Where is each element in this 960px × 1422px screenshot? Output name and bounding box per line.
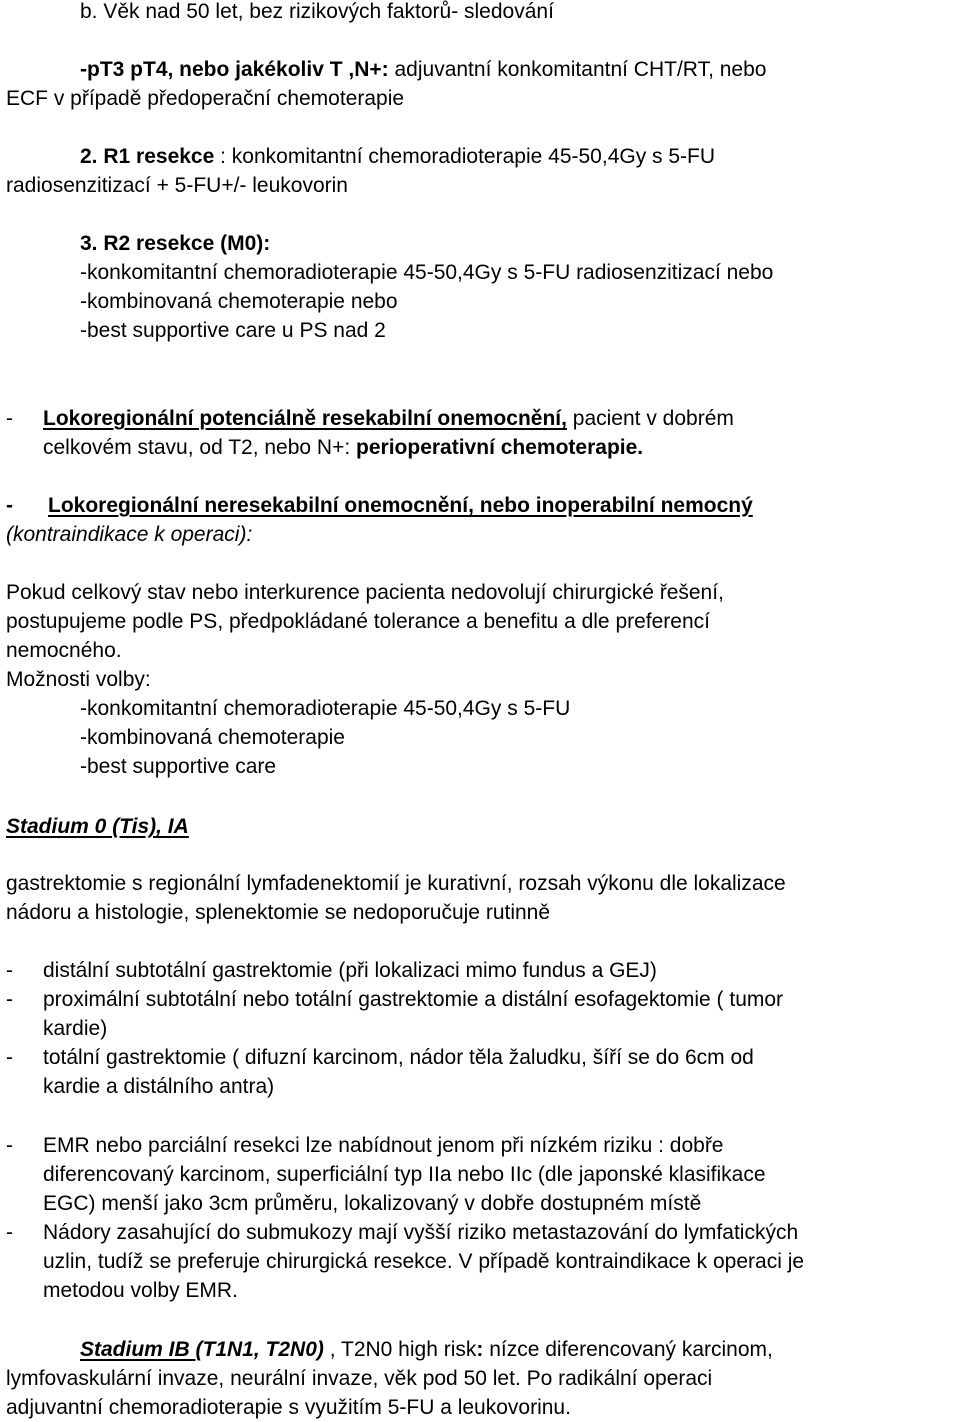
bullet-line: EGC) menší jako 3cm průměru, lokalizovaný v dobře dostupném místě (43, 1192, 702, 1215)
bullet-dash: - (6, 1221, 13, 1244)
potential-text: pacient v dobrém (566, 407, 734, 430)
bullet-line: Nádory zasahující do submukozy mají vyšší riziko metastazování do lymfatických (43, 1221, 799, 1244)
stage-ib-text-a: , T2N0 high risk (323, 1338, 477, 1361)
bullet-line: uzlin, tudíž se preferuje chirurgická resekce. V případě kontraindikace k operaci je (43, 1250, 805, 1273)
r2-item: -konkomitantní chemoradioterapie 45-50,4Gy s 5-FU radiosenzitizací nebo (80, 261, 774, 284)
options-label: Možnosti volby: (6, 668, 151, 691)
unresectable-paragraph-line: Pokud celkový stav nebo interkurence pacienta nedovolují chirurgické řešení, (6, 581, 724, 604)
pt3-line2: ECF v případě předoperační chemoterapie (6, 87, 405, 110)
potential-line (43, 404, 734, 433)
stage-ib-heading-suffix: (T1N1, T2N0) (195, 1338, 324, 1361)
pt3-text: adjuvantní konkomitantní CHT/RT, nebo (388, 58, 767, 81)
stage-ib-line (80, 1335, 773, 1364)
stage-0-heading: Stadium 0 (Tis), IA (6, 815, 189, 838)
section-b-line: b. Věk nad 50 let, bez rizikových faktorů- sledování (80, 0, 554, 23)
bullet-dash: - (6, 1046, 13, 1069)
stage-0-paragraph-line: gastrektomie s regionální lymfadenektomií je kurativní, rozsah výkonu dle lokalizace (6, 872, 786, 895)
bullet-line: proximální subtotální nebo totální gastrektomie a distální esofagektomie ( tumor (43, 988, 784, 1011)
r1-line2: radiosenzitizací + 5-FU+/- leukovorin (6, 174, 348, 197)
unresectable-dash: - (6, 494, 13, 517)
unresectable-heading: Lokoregionální neresekabilní onemocnění, nebo inoperabilní nemocný (48, 494, 753, 517)
unresectable-paragraph-line: postupujeme podle PS, předpokládané tolerance a benefitu a dle preferencí (6, 610, 710, 633)
option-item: -konkomitantní chemoradioterapie 45-50,4Gy s 5-FU (80, 697, 571, 720)
potential-line2 (43, 433, 643, 462)
potential-heading: Lokoregionální potenciálně resekabilní onemocnění, (43, 407, 567, 430)
potential-dash: - (6, 407, 13, 430)
r2-item: -best supportive care u PS nad 2 (80, 319, 386, 342)
bullet-line: distální subtotální gastrektomie (při lokalizaci mimo fundus a GEJ) (43, 959, 657, 982)
bullet-line: EMR nebo parciální resekci lze nabídnout jenom při nízkém riziku : dobře (43, 1134, 724, 1157)
stage-ib-text-b: nízce diferencovaný karcinom, (483, 1338, 773, 1361)
stage-ib-heading: Stadium IB (80, 1338, 196, 1361)
stage-ib-line3: adjuvantní chemoradioterapie s využitím 5-FU a leukovorinu. (6, 1396, 571, 1419)
bullet-line: diferencovaný karcinom, superficiální typ IIa nebo IIc (dle japonské klasifikace (43, 1163, 766, 1186)
stage-ib-line2: lymfovaskulární invaze, neurální invaze, věk pod 50 let. Po radikální operaci (6, 1367, 713, 1390)
bullet-dash: - (6, 1134, 13, 1157)
bullet-dash: - (6, 988, 13, 1011)
potential-line2-a: celkovém stavu, od T2, nebo N+: (43, 436, 357, 459)
unresectable-subheading: (kontraindikace k operaci): (6, 523, 253, 546)
r2-item: -kombinovaná chemoterapie nebo (80, 290, 398, 313)
option-item: -kombinovaná chemoterapie (80, 726, 345, 749)
bullet-dash: - (6, 959, 13, 982)
option-item: -best supportive care (80, 755, 277, 778)
r2-number: 3. (80, 232, 98, 255)
r1-line (80, 142, 715, 171)
r1-heading: R1 resekce (103, 145, 215, 168)
r2-heading: R2 resekce (103, 232, 215, 255)
pt3-line (80, 55, 766, 84)
unresectable-paragraph-line: nemocného. (6, 639, 122, 662)
r1-text: : konkomitantní chemoradioterapie 45-50,4Gy s 5-FU (214, 145, 716, 168)
bullet-line: totální gastrektomie ( difuzní karcinom, nádor těla žaludku, šíří se do 6cm od (43, 1046, 754, 1069)
bullet-line: metodou volby EMR. (43, 1279, 238, 1302)
r2-suffix: (M0): (214, 232, 271, 255)
stage-ib-colon: : (476, 1338, 484, 1361)
bullet-line: kardie) (43, 1017, 108, 1040)
r1-number: 2. (80, 145, 98, 168)
stage-0-paragraph-line: nádoru a histologie, splenektomie se nedoporučuje rutinně (6, 901, 551, 924)
pt3-lead: -pT3 pT4, nebo jakékoliv T ,N+: (80, 58, 389, 81)
potential-line2-b: perioperativní chemoterapie. (356, 436, 644, 459)
bullet-line: kardie a distálního antra) (43, 1075, 275, 1098)
r2-heading-line (80, 229, 270, 258)
